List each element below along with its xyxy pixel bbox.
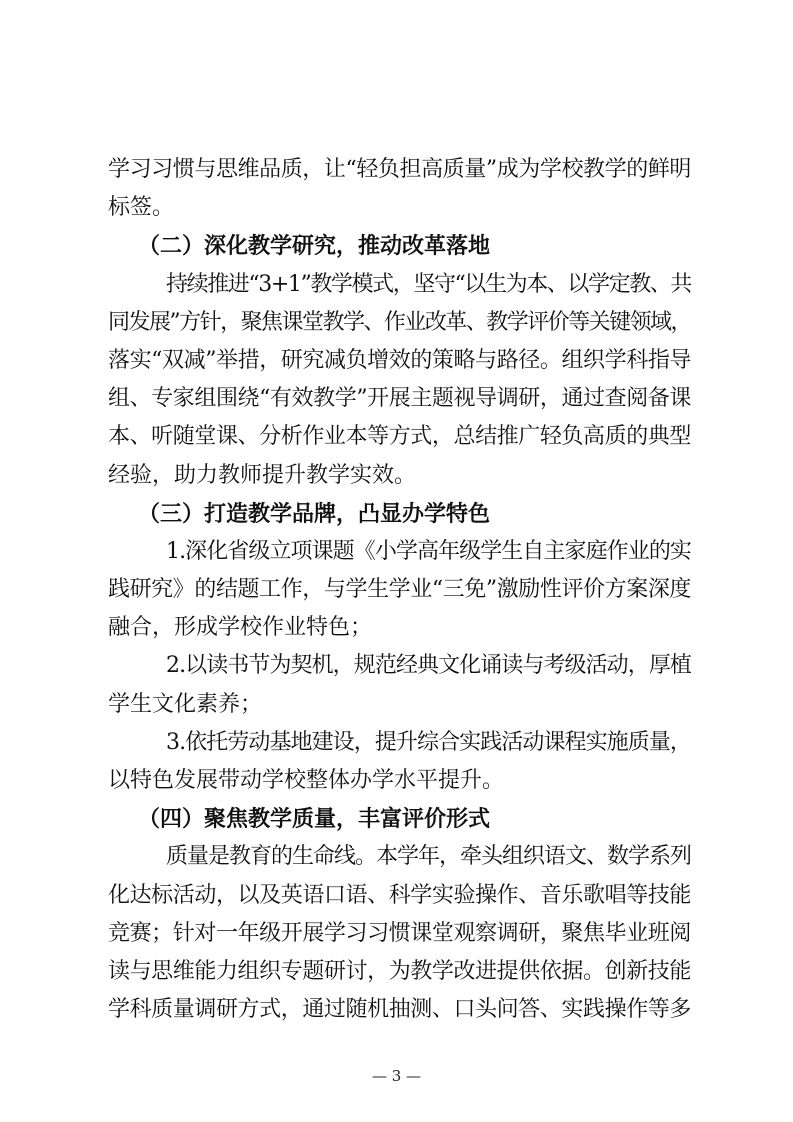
line-text: 同发展”方针，聚焦课堂教学、作业改革、教学评价等关键领域， xyxy=(108,309,691,335)
line-text: 经验，助力教师提升教学实效。 xyxy=(108,462,417,488)
text-line xyxy=(108,418,691,456)
text-line xyxy=(108,189,691,227)
line-text: 组、专家组围绕“有效教学”开展主题视导调研，通过查阅备课 xyxy=(108,386,691,412)
page-number: — 3 — xyxy=(371,1067,422,1085)
section-heading-line xyxy=(108,227,691,265)
line-text: 融合，形成学校作业特色； xyxy=(108,615,373,641)
line-text: 2.以读书节为契机，规范经典文化诵读与考级活动，厚植 xyxy=(166,653,691,679)
text-line xyxy=(108,953,691,991)
line-text: 3.依托劳动基地建设，提升综合实践活动课程实施质量， xyxy=(166,729,691,755)
line-text: 标签。 xyxy=(108,195,175,221)
text-line xyxy=(108,991,691,1029)
text-line xyxy=(108,877,691,915)
line-text: 落实“双减”举措，研究减负增效的策略与路径。组织学科指导 xyxy=(108,347,691,373)
text-line xyxy=(108,724,691,762)
text-line xyxy=(108,266,691,304)
section-heading-line xyxy=(108,800,691,838)
text-line xyxy=(108,151,691,189)
text-line xyxy=(108,457,691,495)
line-text: 践研究》的结题工作，与学生学业“三免”激励性评价方案深度 xyxy=(108,577,691,603)
section-heading: （二）深化教学研究，推动改革落地 xyxy=(138,233,491,260)
text-line xyxy=(108,533,691,571)
line-text: 学生文化素养； xyxy=(108,691,263,717)
text-line xyxy=(108,304,691,342)
text-line xyxy=(108,762,691,800)
line-text: 本、听随堂课、分析作业本等方式，总结推广轻负高质的典型 xyxy=(108,424,691,450)
line-text: 质量是教育的生命线。本学年，牵头组织语文、数学系列 xyxy=(166,844,691,870)
line-text: 读与思维能力组织专题研讨，为教学改进提供依据。创新技能 xyxy=(108,958,691,984)
line-text: 竞赛；针对一年级开展学习习惯课堂观察调研，聚焦毕业班阅 xyxy=(108,920,691,946)
document-body xyxy=(108,151,691,1029)
text-line xyxy=(108,380,691,418)
text-line xyxy=(108,571,691,609)
text-line xyxy=(108,915,691,953)
text-line xyxy=(108,609,691,647)
section-heading: （四）聚焦教学质量，丰富评价形式 xyxy=(138,806,491,833)
text-line xyxy=(108,647,691,685)
line-text: 以特色发展带动学校整体办学水平提升。 xyxy=(108,768,505,793)
section-heading: （三）打造教学品牌，凸显办学特色 xyxy=(138,500,491,527)
line-text: 化达标活动，以及英语口语、科学实验操作、音乐歌唱等技能 xyxy=(108,882,691,908)
line-text: 持续推进“3+1”教学模式，坚守“以生为本、以学定教、共 xyxy=(166,271,691,297)
line-text: 1.深化省级立项课题《小学高年级学生自主家庭作业的实 xyxy=(166,538,691,564)
line-text: 学科质量调研方式，通过随机抽测、口头问答、实践操作等多 xyxy=(108,997,691,1023)
text-line xyxy=(108,838,691,876)
section-heading-line xyxy=(108,495,691,533)
line-text: 学习习惯与思维品质，让“轻负担高质量”成为学校教学的鲜明 xyxy=(108,157,691,182)
text-line xyxy=(108,686,691,724)
text-line xyxy=(108,342,691,380)
